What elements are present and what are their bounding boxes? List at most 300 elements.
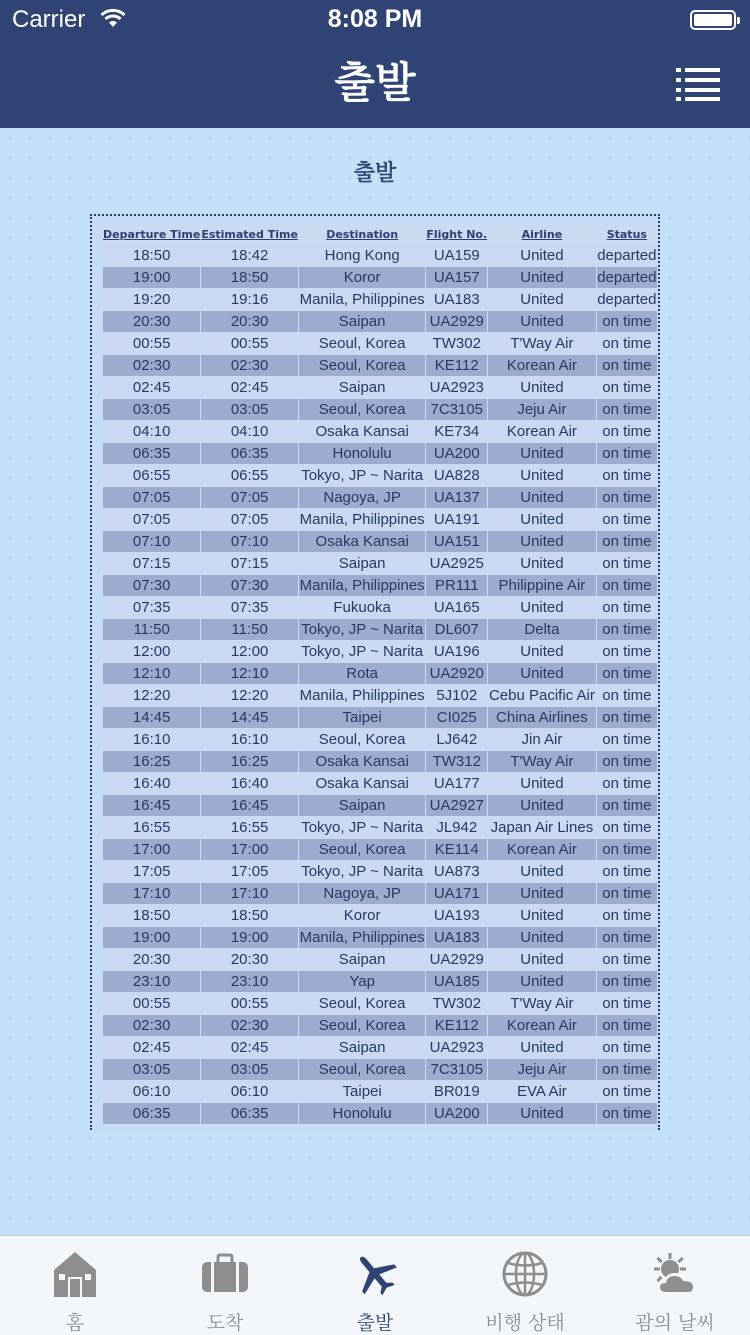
status-cell: on time [597, 839, 657, 860]
destination-cell: Tokyo, JP ~ Narita [299, 817, 425, 838]
destination-cell: Osaka Kansai [299, 531, 425, 552]
status-cell: on time [597, 861, 657, 882]
destination-cell: Saipan [299, 553, 425, 574]
airline-cell: United [488, 795, 596, 816]
estimated-time-cell: 02:30 [201, 1015, 298, 1036]
departure-time-cell: 00:55 [103, 333, 200, 354]
flight-no-cell: UA2923 [426, 1037, 487, 1058]
status-cell: on time [597, 553, 657, 574]
header-airline: Airline [488, 225, 596, 244]
estimated-time-cell: 17:10 [201, 883, 298, 904]
flight-no-cell: TW302 [426, 333, 487, 354]
destination-cell: Yap [299, 971, 425, 992]
destination-cell: Saipan [299, 311, 425, 332]
table-row [103, 399, 657, 420]
departure-time-cell: 12:10 [103, 663, 200, 684]
table-row [103, 289, 657, 310]
table-row [103, 333, 657, 354]
estimated-time-cell: 11:50 [201, 619, 298, 640]
estimated-time-cell: 17:05 [201, 861, 298, 882]
estimated-time-cell: 16:25 [201, 751, 298, 772]
airline-cell: Japan Air Lines [488, 817, 596, 838]
status-cell: on time [597, 1037, 657, 1058]
flight-no-cell: UA196 [426, 641, 487, 662]
status-cell: on time [597, 531, 657, 552]
estimated-time-cell: 07:30 [201, 575, 298, 596]
status-cell: on time [597, 1081, 657, 1102]
table-row [103, 531, 657, 552]
estimated-time-cell: 20:30 [201, 949, 298, 970]
status-cell: on time [597, 817, 657, 838]
airline-cell: Philippine Air [488, 575, 596, 596]
airline-cell: United [488, 971, 596, 992]
destination-cell: Osaka Kansai [299, 751, 425, 772]
status-cell: on time [597, 597, 657, 618]
estimated-time-cell: 07:10 [201, 531, 298, 552]
airline-cell: United [488, 443, 596, 464]
destination-cell: Manila, Philippines [299, 511, 425, 528]
destination-cell: Fukuoka [299, 597, 425, 618]
estimated-time-cell: 18:42 [201, 245, 298, 266]
destination-cell: Seoul, Korea [299, 729, 425, 750]
status-cell: departed [597, 247, 657, 264]
status-cell: on time [597, 971, 657, 992]
airline-cell: United [488, 531, 596, 552]
header-estimated-time: Estimated Time [201, 225, 298, 244]
airline-cell: Korean Air [488, 1015, 596, 1036]
flight-no-cell: CI025 [426, 707, 487, 728]
destination-cell: Nagoya, JP [299, 883, 425, 904]
flight-no-cell: DL607 [426, 619, 487, 640]
departure-time-cell: 04:10 [103, 421, 200, 442]
tab-label: 괌의 날씨 [635, 1312, 715, 1334]
destination-cell: Manila, Philippines [299, 577, 425, 594]
table-row [103, 883, 657, 904]
estimated-time-cell: 07:05 [201, 509, 298, 530]
departure-time-cell: 07:35 [103, 597, 200, 618]
status-time: 8:08 PM [327, 5, 423, 33]
flight-no-cell: 7C3105 [426, 399, 487, 420]
departure-time-cell: 11:50 [103, 619, 200, 640]
airline-cell: United [488, 641, 596, 662]
departure-time-cell: 18:50 [103, 245, 200, 266]
status-cell: on time [597, 355, 657, 376]
estimated-time-cell: 06:10 [201, 1081, 298, 1102]
flight-no-cell: UA157 [426, 267, 487, 288]
departure-time-cell: 06:35 [103, 443, 200, 464]
estimated-time-cell: 23:10 [201, 971, 298, 992]
estimated-time-cell: 06:35 [201, 1103, 298, 1124]
airline-cell: United [488, 663, 596, 684]
destination-cell: Nagoya, JP [299, 487, 425, 508]
table-row [103, 509, 657, 530]
status-bar [0, 0, 750, 40]
table-row [103, 487, 657, 508]
page-title: 출발 [334, 58, 416, 107]
flight-no-cell: JL942 [426, 817, 487, 838]
status-cell: on time [597, 333, 657, 354]
flight-no-cell: UA200 [426, 443, 487, 464]
estimated-time-cell: 02:45 [201, 377, 298, 398]
table-row [103, 751, 657, 772]
departure-time-cell: 12:00 [103, 641, 200, 662]
status-cell: on time [597, 1015, 657, 1036]
flight-no-cell: UA185 [426, 971, 487, 992]
table-header-row [103, 225, 657, 244]
status-cell: on time [597, 575, 657, 596]
destination-cell: Osaka Kansai [299, 773, 425, 794]
table-row [103, 685, 657, 706]
departure-time-cell: 02:30 [103, 355, 200, 376]
departure-time-cell: 20:30 [103, 311, 200, 332]
departure-time-cell: 19:00 [103, 267, 200, 288]
header-status: Status [597, 225, 657, 244]
airline-cell: United [488, 553, 596, 574]
status-cell: on time [597, 641, 657, 662]
destination-cell: Seoul, Korea [299, 355, 425, 376]
destination-cell: Seoul, Korea [299, 399, 425, 420]
departure-time-cell: 03:05 [103, 399, 200, 420]
destination-cell: Honolulu [299, 443, 425, 464]
airline-cell: United [488, 245, 596, 266]
destination-cell: Tokyo, JP ~ Narita [299, 619, 425, 640]
flight-no-cell: UA191 [426, 509, 487, 530]
header-destination: Destination [299, 225, 425, 244]
table-row [103, 1037, 657, 1058]
departure-time-cell: 16:10 [103, 729, 200, 750]
status-cell: departed [597, 269, 657, 286]
table-row [103, 1059, 657, 1080]
status-cell: on time [597, 949, 657, 970]
departure-time-cell: 16:25 [103, 751, 200, 772]
table-row [103, 817, 657, 838]
airline-cell: China Airlines [488, 707, 596, 728]
departure-time-cell: 19:20 [103, 289, 200, 310]
status-cell: on time [597, 421, 657, 442]
table-row [103, 311, 657, 332]
estimated-time-cell: 16:40 [201, 773, 298, 794]
table-row [103, 355, 657, 376]
departure-time-cell: 07:15 [103, 553, 200, 574]
flight-no-cell: UA2927 [426, 795, 487, 816]
destination-cell: Saipan [299, 377, 425, 398]
airline-cell: United [488, 267, 596, 288]
header-flight-no: Flight No. [426, 225, 487, 244]
estimated-time-cell: 07:15 [201, 553, 298, 574]
status-cell: on time [597, 773, 657, 794]
table-row [103, 663, 657, 684]
status-cell: departed [597, 291, 657, 308]
destination-cell: Seoul, Korea [299, 839, 425, 860]
flight-no-cell: 5J102 [426, 685, 487, 706]
departure-time-cell: 03:05 [103, 1059, 200, 1080]
table-row [103, 773, 657, 794]
tab-guam-weather[interactable] [600, 1236, 750, 1335]
tab-home[interactable] [0, 1236, 150, 1335]
estimated-time-cell: 02:45 [201, 1037, 298, 1058]
estimated-time-cell: 18:50 [201, 905, 298, 926]
estimated-time-cell: 12:10 [201, 663, 298, 684]
flight-no-cell: 7C3105 [426, 1059, 487, 1080]
flight-no-cell: UA165 [426, 597, 487, 618]
flight-no-cell: UA193 [426, 905, 487, 926]
destination-cell: Seoul, Korea [299, 1059, 425, 1080]
flight-no-cell: UA828 [426, 465, 487, 486]
flight-no-cell: KE112 [426, 1015, 487, 1036]
destination-cell: Tokyo, JP ~ Narita [299, 861, 425, 882]
flight-no-cell: UA177 [426, 773, 487, 794]
table-row [103, 465, 657, 486]
destination-cell: Hong Kong [299, 245, 425, 266]
airline-cell: United [488, 905, 596, 926]
flight-no-cell: UA183 [426, 927, 487, 948]
flight-no-cell: UA151 [426, 531, 487, 552]
destination-cell: Koror [299, 905, 425, 926]
tab-flight-status[interactable] [450, 1236, 600, 1335]
departure-time-cell: 02:45 [103, 1037, 200, 1058]
status-cell: on time [597, 1059, 657, 1080]
estimated-time-cell: 04:10 [201, 421, 298, 442]
tab-departures[interactable] [300, 1236, 450, 1335]
departure-time-cell: 06:10 [103, 1081, 200, 1102]
estimated-time-cell: 16:55 [201, 817, 298, 838]
destination-cell: Tokyo, JP ~ Narita [299, 465, 425, 486]
table-row [103, 927, 657, 948]
destination-cell: Saipan [299, 949, 425, 970]
departure-time-cell: 17:05 [103, 861, 200, 882]
flight-no-cell: UA137 [426, 487, 487, 508]
departure-time-cell: 07:05 [103, 509, 200, 530]
status-cell: on time [597, 377, 657, 398]
estimated-time-cell: 19:00 [201, 927, 298, 948]
tab-label: 비행 상태 [485, 1312, 565, 1334]
table-row [103, 443, 657, 464]
table-row [103, 421, 657, 442]
departures-table-body [103, 245, 657, 1124]
airline-cell: Cebu Pacific Air [488, 687, 595, 704]
departure-time-cell: 16:45 [103, 795, 200, 816]
table-row [103, 949, 657, 970]
status-cell: on time [597, 1103, 657, 1124]
airline-cell: United [488, 487, 596, 508]
destination-cell: Tokyo, JP ~ Narita [299, 641, 425, 662]
table-row [103, 377, 657, 398]
departure-time-cell: 12:20 [103, 685, 200, 706]
flight-no-cell: PR111 [426, 575, 487, 596]
battery-icon [690, 10, 736, 30]
estimated-time-cell: 02:30 [201, 355, 298, 376]
destination-cell: Rota [299, 663, 425, 684]
estimated-time-cell: 06:35 [201, 443, 298, 464]
destination-cell: Koror [299, 267, 425, 288]
airline-cell: T'Way Air [488, 751, 596, 772]
departure-time-cell: 07:10 [103, 531, 200, 552]
destination-cell: Seoul, Korea [299, 333, 425, 354]
destination-cell: Manila, Philippines [299, 929, 425, 946]
estimated-time-cell: 19:16 [201, 289, 298, 310]
tab-arrivals[interactable] [150, 1236, 300, 1335]
estimated-time-cell: 07:05 [201, 487, 298, 508]
estimated-time-cell: 03:05 [201, 399, 298, 420]
status-cell: on time [597, 399, 657, 420]
destination-cell: Seoul, Korea [299, 1015, 425, 1036]
estimated-time-cell: 12:20 [201, 685, 298, 706]
flight-no-cell: KE734 [426, 421, 487, 442]
status-cell: on time [597, 509, 657, 530]
flight-no-cell: UA873 [426, 861, 487, 882]
airline-cell: Jin Air [488, 729, 596, 750]
airplane-icon [351, 1250, 399, 1298]
table-row [103, 971, 657, 992]
table-row [103, 641, 657, 662]
departures-content[interactable] [0, 128, 750, 1235]
departures-table [102, 224, 658, 1125]
airline-cell: United [488, 289, 596, 310]
status-cell: on time [597, 663, 657, 684]
estimated-time-cell: 00:55 [201, 333, 298, 354]
departure-time-cell: 00:55 [103, 993, 200, 1014]
status-cell: on time [597, 729, 657, 750]
flight-no-cell: TW312 [426, 751, 487, 772]
table-row [103, 707, 657, 728]
airline-cell: United [488, 465, 596, 486]
departure-time-cell: 07:05 [103, 487, 200, 508]
flight-no-cell: LJ642 [426, 729, 487, 750]
table-row [103, 553, 657, 574]
status-cell: on time [597, 905, 657, 926]
departures-table-frame[interactable] [90, 214, 660, 1130]
flight-no-cell: UA171 [426, 883, 487, 904]
airline-cell: United [488, 509, 596, 530]
departure-time-cell: 17:10 [103, 883, 200, 904]
departure-time-cell: 16:55 [103, 817, 200, 838]
departure-time-cell: 06:55 [103, 465, 200, 486]
status-cell: on time [597, 927, 657, 948]
destination-cell: Osaka Kansai [299, 421, 425, 442]
estimated-time-cell: 12:00 [201, 641, 298, 662]
estimated-time-cell: 14:45 [201, 707, 298, 728]
destination-cell: Manila, Philippines [299, 291, 425, 308]
departure-time-cell: 16:40 [103, 773, 200, 794]
status-cell: on time [597, 751, 657, 772]
destination-cell: Taipei [299, 707, 425, 728]
table-row [103, 1103, 657, 1124]
status-cell: on time [597, 311, 657, 332]
table-row [103, 267, 657, 288]
table-row [103, 1081, 657, 1102]
navigation-bar [0, 0, 750, 128]
flight-no-cell: UA2929 [426, 311, 487, 332]
table-row [103, 619, 657, 640]
departure-time-cell: 06:35 [103, 1103, 200, 1124]
table-row [103, 993, 657, 1014]
departure-time-cell: 20:30 [103, 949, 200, 970]
airline-cell: EVA Air [488, 1081, 596, 1102]
estimated-time-cell: 18:50 [201, 267, 298, 288]
estimated-time-cell: 06:55 [201, 465, 298, 486]
airline-cell: United [488, 1103, 596, 1124]
flight-no-cell: UA2925 [426, 553, 487, 574]
flight-no-cell: BR019 [426, 1081, 487, 1102]
tab-bar [0, 1235, 750, 1335]
status-cell: on time [597, 487, 657, 508]
tab-label: 홈 [65, 1312, 85, 1334]
table-row [103, 575, 657, 596]
flight-no-cell: UA2920 [426, 663, 487, 684]
airline-cell: Korean Air [488, 421, 596, 442]
airline-cell: United [488, 949, 596, 970]
flight-no-cell: KE112 [426, 355, 487, 376]
departure-time-cell: 07:30 [103, 575, 200, 596]
status-cell: on time [597, 619, 657, 640]
departure-time-cell: 14:45 [103, 707, 200, 728]
airline-cell: Korean Air [488, 355, 596, 376]
departure-time-cell: 02:30 [103, 1015, 200, 1036]
status-cell: on time [597, 795, 657, 816]
flight-no-cell: UA159 [426, 245, 487, 266]
table-row [103, 795, 657, 816]
estimated-time-cell: 20:30 [201, 311, 298, 332]
status-cell: on time [597, 883, 657, 904]
carrier-label: Carrier [12, 6, 86, 33]
table-row [103, 1015, 657, 1036]
weather-icon [651, 1250, 699, 1298]
destination-cell: Manila, Philippines [299, 687, 425, 704]
airline-cell: T'Way Air [488, 993, 596, 1014]
destination-cell: Taipei [299, 1081, 425, 1102]
status-cell: on time [597, 993, 657, 1014]
tab-label: 출발 [356, 1312, 394, 1334]
flight-no-cell: UA2929 [426, 949, 487, 970]
airline-cell: United [488, 597, 596, 618]
destination-cell: Seoul, Korea [299, 993, 425, 1014]
flight-no-cell: UA200 [426, 1103, 487, 1124]
estimated-time-cell: 07:35 [201, 597, 298, 618]
estimated-time-cell: 03:05 [201, 1059, 298, 1080]
airline-cell: United [488, 927, 596, 948]
flight-no-cell: UA2923 [426, 377, 487, 398]
flight-no-cell: KE114 [426, 839, 487, 860]
airline-cell: Jeju Air [488, 1059, 596, 1080]
estimated-time-cell: 16:10 [201, 729, 298, 750]
destination-cell: Saipan [299, 1037, 425, 1058]
home-icon [51, 1250, 99, 1298]
table-row [103, 597, 657, 618]
status-cell: on time [597, 443, 657, 464]
flight-no-cell: UA183 [426, 289, 487, 310]
departure-time-cell: 17:00 [103, 839, 200, 860]
table-row [103, 861, 657, 882]
airline-cell: United [488, 377, 596, 398]
status-cell: on time [597, 707, 657, 728]
departure-time-cell: 18:50 [103, 905, 200, 926]
table-row [103, 839, 657, 860]
tab-label: 도착 [206, 1312, 244, 1334]
status-cell: on time [597, 465, 657, 486]
table-row [103, 245, 657, 266]
estimated-time-cell: 00:55 [201, 993, 298, 1014]
departure-time-cell: 23:10 [103, 971, 200, 992]
departure-time-cell: 19:00 [103, 927, 200, 948]
airline-cell: United [488, 861, 596, 882]
section-title: 출발 [353, 161, 397, 186]
table-row [103, 729, 657, 750]
airline-cell: T'Way Air [488, 333, 596, 354]
airline-cell: United [488, 1037, 596, 1058]
menu-list-icon[interactable] [676, 66, 720, 102]
departure-time-cell: 02:45 [103, 377, 200, 398]
flight-no-cell: TW302 [426, 993, 487, 1014]
